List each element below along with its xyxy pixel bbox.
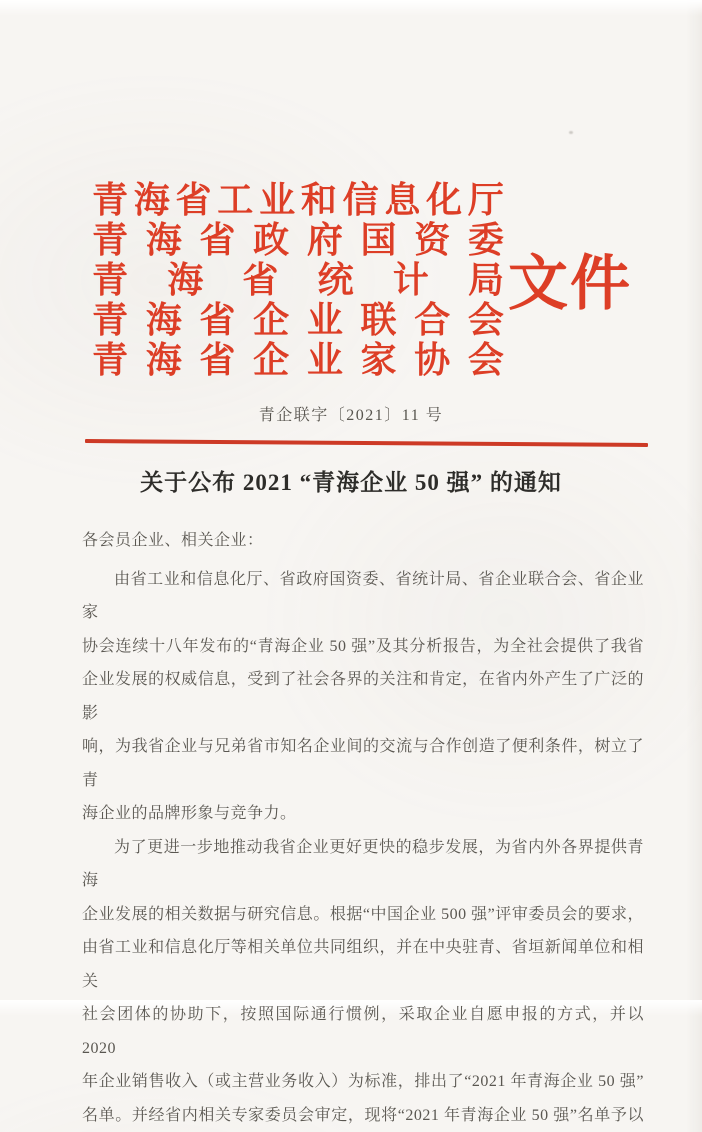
issuer-line-2: 青 海 省 政 府 国 资 委	[92, 220, 504, 260]
doc-number: 青企联字〔2021〕11 号	[0, 402, 702, 425]
body-line: 年企业销售收入（或主营业务收入）为标准，排出了“2021 年青海企业 50 强”	[82, 1065, 644, 1099]
body-line: 协会连续十八年发布的“青海企业 50 强”及其分析报告，为全社会提供了我省	[82, 630, 644, 664]
scan-artifact-speck	[569, 131, 573, 134]
letterhead-issuers	[92, 180, 504, 380]
issuer-line-5: 青 海 省 企 业 家 协 会	[92, 340, 504, 380]
red-separator-rule	[85, 439, 648, 447]
body-line: 由省工业和信息化厅等相关单位共同组织，并在中央驻青、省垣新闻单位和相关	[82, 931, 644, 998]
issuer-line-3: 青 海 省 统 计 局	[92, 260, 504, 300]
document-title: 关于公布 2021 “青海企业 50 强” 的通知	[0, 464, 702, 497]
body-line: 由省工业和信息化厅、省政府国资委、省统计局、省企业联合会、省企业家	[82, 563, 644, 630]
body-line: 企业发展的权威信息，受到了社会各界的关注和肯定，在省内外产生了广泛的影	[82, 663, 644, 730]
body-line: 名单。并经省内相关专家委员会审定，现将“2021 年青海企业 50 强”名单予以	[82, 1099, 644, 1132]
paragraph-2	[82, 831, 644, 1132]
issuer-line-4: 青 海 省 企 业 联 合 会	[92, 300, 504, 340]
issuer-line-1: 青 海 省 工 业 和 信 息 化 厅	[92, 180, 504, 220]
body-line: 企业发展的相关数据与研究信息。根据“中国企业 500 强”评审委员会的要求，	[82, 898, 644, 932]
document-body	[82, 524, 644, 1132]
paragraph-1	[82, 563, 644, 831]
body-line: 海企业的品牌形象与竞争力。	[82, 797, 644, 831]
body-line: 为了更进一步地推动我省企业更好更快的稳步发展，为省内外各界提供青海	[82, 831, 644, 898]
doc-type-label: 文件	[508, 252, 658, 316]
body-line: 响，为我省企业与兄弟省市知名企业间的交流与合作创造了便利条件，树立了青	[82, 730, 644, 797]
salutation: 各会员企业、相关企业：	[82, 524, 644, 558]
body-line: 社会团体的协助下，按照国际通行惯例，采取企业自愿申报的方式，并以 2020	[82, 998, 644, 1065]
